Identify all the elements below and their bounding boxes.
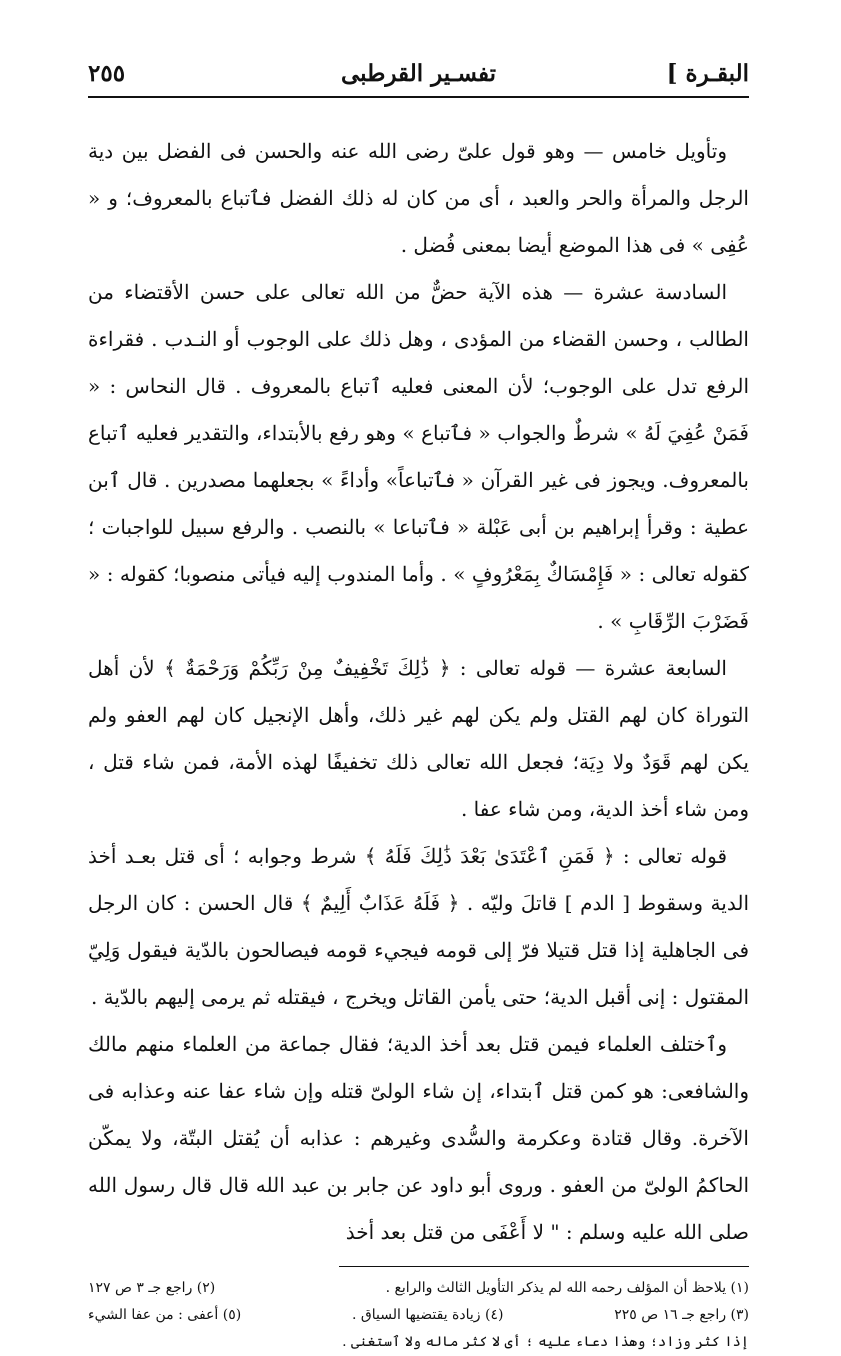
paragraph: قوله تعالى : ﴿ فَمَنِ ٱعْتَدَىٰ بَعْدَ ذَٰلِكَ فَلَهُ ﴾ شرط وجوابه ؛ أى قتل بعـد أخذ الدية وسقوط [ الدم ] قاتلَ وليّه . ﴿ فَلَهُ عَذَابٌ أَلِيمٌ ﴾ قال الحسن : كان الرجل فى الجاهلية إذا قتل قتيلا فرّ إلى قومه فيجيء قومه فيصالحون بالدّية فيقول وَلِيّ المقتول : إنى أقبل الدية؛ حتى يأمن القاتل ويخرج ، فيقتله ثم يرمى إليهم بالدّية . xyxy=(88,844,749,1009)
page-number: ٢٥٥ xyxy=(88,60,126,87)
page-header xyxy=(88,58,749,96)
paragraph: السادسة عشرة — هذه الآية حضٌّ من الله تعالى على حسن الأقتضاء من الطالب ، وحسن القضاء من المؤدى ، وهل ذلك على الوجوب أو النـدب . فقراءة الرفع تدل على الوجوب؛ لأن المعنى فعليه ٱتباع بالمعروف . قال النحاس : « فَمَنْ عُفِيَ لَهُ » شرطٌ والجواب « فٱتباع » وهو رفع بالأبتداء، والتقدير فعليه ٱتباع بالمعروف. ويجوز فى غير القرآن « فٱتباعاً» وأداءً » بجعلهما مصدرين . قال ٱبن عطية : وقرأ إبراهيم بن أبى عَبْلة « فٱتباعا » بالنصب . والرفع سبيل للواجبات ؛ كقوله تعالى : « فَإِمْسَاكٌ بِمَعْرُوفٍ » . وأما المندوب إليه فيأتى منصوبا؛ كقوله : « فَضَرْبَ الرِّقَابِ » . xyxy=(88,280,749,633)
footnote-row xyxy=(88,1302,749,1329)
footnote-continuation: إذا كثر وزاد؛ وهذا دعاء عليه ؛ أى لا كثر ماله ولا ٱستغنى . xyxy=(342,1334,749,1350)
book-title: تفسـير القرطبى xyxy=(340,60,497,87)
footnote: (١) يلاحظ أن المؤلف رحمه الله لم يذكر التأويل الثالث والرابع . xyxy=(385,1280,749,1296)
main-text xyxy=(88,128,749,1256)
paragraph: وٱختلف العلماء فيمن قتل بعد أخذ الدية؛ فقال جماعة من العلماء منهم مالك والشافعى: هو كمن قتل ٱبتداء، إن شاء الولىّ قتله وإن شاء عفا عنه وعذابه فى الآخرة. وقال قتادة وعكرمة والسُّدى وغيرهم : عذابه أن يُقتل البتّة، ولا يمكّن الحاكمُ الولىّ من العفو . وروى أبو داود عن جابر بن عبد الله قال قال رسول الله صلى الله عليه وسلم : " لا أَعْفَى من قتل بعد أخذ xyxy=(88,1032,749,1244)
paragraph: السابعة عشرة — قوله تعالى : ﴿ ذَٰلِكَ تَخْفِيفٌ مِنْ رَبِّكُمْ وَرَحْمَةٌ ﴾ لأن أهل التوراة كان لهم القتل ولم يكن لهم غير ذلك، وأهل الإنجيل كان لهم العفو ولم يكن لهم قَوَدٌ ولا دِيَة؛ فجعل الله تعالى ذلك تخفيفًا لهذه الأمة، فمن شاء قتل ، ومن شاء أخذ الدية، ومن شاء عفا . xyxy=(88,656,749,821)
footnote: (٥) أعفى : من عفا الشيء xyxy=(88,1307,242,1323)
paragraph: وتأويل خامس — وهو قول علىّ رضى الله عنه والحسن فى الفضل بين دية الرجل والمرأة والحر والعبد ، أى من كان له ذلك الفضل فٱتباع بالمعروف؛ و « عُفِى » فى هذا الموضع أيضا بمعنى فُضل . xyxy=(88,139,749,257)
footnote: (٣) راجع جـ ١٦ ص ٢٢٥ xyxy=(614,1307,749,1323)
chapter-label: البقـرة ] xyxy=(666,60,749,87)
footnote-row xyxy=(88,1275,749,1302)
header-rule xyxy=(88,96,749,98)
footnote: (٢) راجع جـ ٣ ص ١٢٧ xyxy=(88,1280,216,1296)
footnote: (٤) زيادة يقتضيها السياق . xyxy=(351,1307,504,1323)
footnote-rule xyxy=(339,1266,749,1267)
footnotes xyxy=(88,1275,749,1356)
